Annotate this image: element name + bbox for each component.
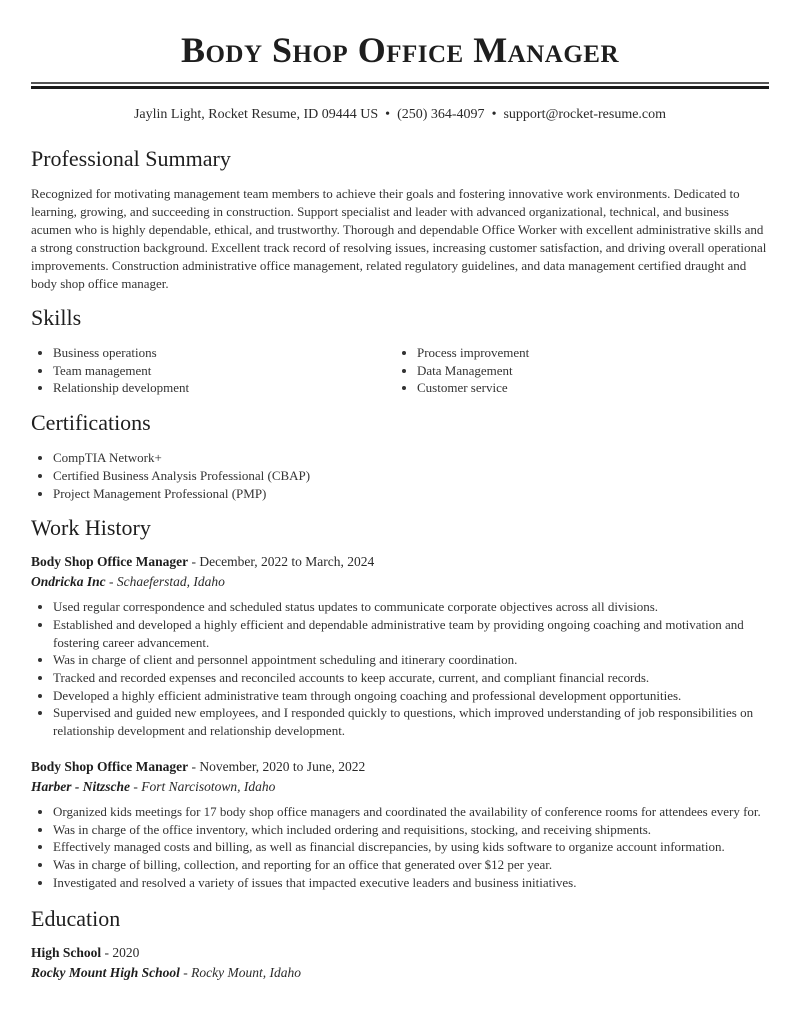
education-section [31, 905, 769, 983]
job-company-line [31, 777, 769, 797]
resume-title: Body Shop Office Manager [180, 30, 620, 70]
job-dates: - December, 2022 to March, 2024 [188, 554, 375, 570]
skill-item: • Customer service [417, 379, 769, 397]
bullet-separator: • [491, 107, 497, 122]
section-heading-summary: Professional Summary [31, 146, 231, 171]
job-bullet: • Tracked and recorded expenses and reconciled accounts to keep accurate, current, and compliant financial records. [53, 669, 769, 687]
certifications-section [31, 409, 769, 502]
job-location: - Fort Narcisotown, Idaho [130, 778, 276, 794]
job-bullet: • Was in charge of client and personnel appointment scheduling and itinerary coordination. [53, 651, 769, 669]
contact-email: support@rocket-resume.com [503, 107, 667, 122]
job-title-line [31, 552, 769, 572]
skill-item: • Business operations [53, 344, 395, 362]
education-entry [31, 943, 769, 983]
certification-item: • Project Management Professional (PMP) [53, 485, 769, 503]
skill-item: • Data Management [417, 362, 769, 380]
education-degree: High School [31, 945, 102, 961]
job-bullet: • Was in charge of billing, collection, and reporting for an office that generated over $12 per year. [53, 856, 769, 874]
job-bullets [31, 598, 769, 740]
job-bullet: • Established and developed a highly efficient and dependable administrative team by providing ongoing coaching and motivation and fostering career advancement. [53, 616, 769, 651]
education-degree-line [31, 943, 769, 963]
skill-item: • Relationship development [53, 379, 395, 397]
certification-item: • Certified Business Analysis Professional (CBAP) [53, 467, 769, 485]
job-entry [31, 552, 769, 740]
skills-grid [31, 344, 769, 397]
job-bullets [31, 803, 769, 892]
education-year: - 2020 [101, 945, 140, 961]
bullet-separator: • [385, 107, 391, 122]
job-bullet: • Supervised and guided new employees, and I responded quickly to questions, which improved understanding of job responsibilities on relationship development and relationship development. [53, 704, 769, 739]
job-title-line [31, 757, 769, 777]
skills-list-right [395, 344, 769, 397]
section-heading-work-history: Work History [31, 515, 151, 541]
job-dates: - November, 2020 to June, 2022 [188, 758, 366, 774]
job-bullet: • Developed a highly efficient administrative team through ongoing coaching and professional development opportunities. [53, 687, 769, 705]
section-heading-certifications: Certifications [31, 410, 151, 436]
contact-address: Jaylin Light, Rocket Resume, ID 09444 US [133, 107, 379, 122]
job-company: Harber - Nitzsche [31, 778, 130, 794]
job-bullet: • Was in charge of the office inventory, which included ordering and requisitions, stocking, and receiving shipments. [53, 821, 769, 839]
job-location: - Schaeferstad, Idaho [105, 574, 225, 590]
skills-list-left [31, 344, 395, 397]
skill-item: • Process improvement [417, 344, 769, 362]
education-school-line [31, 963, 769, 983]
work-history-section [31, 514, 769, 891]
job-bullet: • Effectively managed costs and billing, as well as financial discrepancies, by using kids software to organize account information. [53, 838, 769, 856]
summary-text: Recognized for motivating management team members to achieve their goals and fostering innovative work environments. Dedicated to learning, growing, and succeeding in construction. Support specialist and leader with advanced organizational, technical, and business acumen who is highly dependable, ethical, and trustworthy. Thorough and dependable Office Worker with excellent administrative skills and a strong construction background. Excellent track record of resolving issues, increasing customer satisfaction, and driving overall operational improvements. Construction administrative office management, related regulatory guidelines, and data management certified draught and body shop office manager. [31, 186, 767, 291]
job-bullet: • Organized kids meetings for 17 body shop office managers and coordinated the availability of conference rooms for attendees every for. [53, 803, 769, 821]
contact-line [31, 106, 769, 124]
job-bullet: • Investigated and resolved a variety of issues that impacted executive leaders and business initiatives. [53, 874, 769, 892]
job-title: Body Shop Office Manager [31, 554, 189, 570]
education-location: - Rocky Mount, Idaho [179, 965, 301, 981]
summary-section [31, 145, 769, 293]
skill-item: • Team management [53, 362, 395, 380]
job-bullet: • Used regular correspondence and scheduled status updates to communicate corporate objectives across all divisions. [53, 598, 769, 616]
section-heading-skills: Skills [31, 305, 82, 330]
skills-section [31, 304, 769, 397]
job-title: Body Shop Office Manager [31, 758, 189, 774]
education-school: Rocky Mount High School [31, 965, 180, 981]
contact-phone: (250) 364-4097 [397, 107, 485, 122]
job-company: Ondricka Inc [31, 574, 106, 590]
job-entry [31, 757, 769, 892]
job-company-line [31, 572, 769, 592]
certifications-list [31, 449, 769, 502]
section-heading-education: Education [31, 906, 121, 932]
header-divider [31, 82, 769, 89]
certification-item: • CompTIA Network+ [53, 449, 769, 467]
